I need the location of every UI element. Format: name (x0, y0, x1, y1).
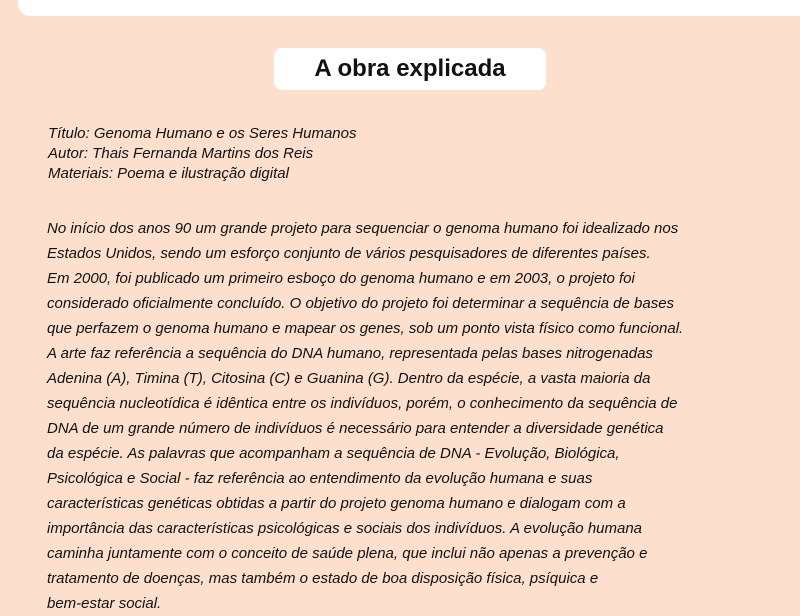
section-title: A obra explicada (314, 55, 506, 82)
paragraph-line: Adenina (A), Timina (T), Citosina (C) e Guanina (G). Dentro da espécie, a vasta maioria da (47, 370, 651, 387)
artwork-materials: Materiais: Poema e ilustração digital (48, 165, 289, 182)
artwork-author: Autor: Thais Fernanda Martins dos Reis (48, 145, 314, 162)
paragraph-line: bem-estar social. (47, 595, 162, 612)
paragraph-line: sequência nucleotídica é idêntica entre os indivíduos, porém, o conhecimento da sequência de (47, 395, 678, 412)
paragraph-line: que perfazem o genoma humano e mapear os genes, sob um ponto vista físico como funcional. (47, 320, 684, 337)
section-title-box (274, 48, 546, 90)
artwork-metadata (48, 124, 356, 184)
paragraph-line: caminha juntamente com o conceito de saúde plena, que inclui não apenas a prevenção e (47, 545, 648, 562)
paragraph-line: Em 2000, foi publicado um primeiro esboço do genoma humano e em 2003, o projeto foi (47, 270, 635, 287)
artwork-title: Título: Genoma Humano e os Seres Humanos (48, 125, 357, 142)
paragraph-line: DNA de um grande número de indivíduos é necessário para entender a diversidade genética (47, 420, 664, 437)
paragraph-line: tratamento de doenças, mas também o estado de boa disposição física, psíquica e (47, 570, 599, 587)
paragraph-line: considerado oficialmente concluído. O objetivo do projeto foi determinar a sequência de bases (47, 295, 675, 312)
explanation-paragraph (47, 216, 799, 616)
paragraph-line: características genéticas obtidas a partir do projeto genoma humano e dialogam com a (47, 495, 626, 512)
top-header-panel (18, 0, 800, 16)
paragraph-line: importância das características psicológicas e sociais dos indivíduos. A evolução humana (47, 520, 643, 537)
paragraph-line: Estados Unidos, sendo um esforço conjunto de vários pesquisadores de diferentes países. (47, 245, 651, 262)
paragraph-line: No início dos anos 90 um grande projeto para sequenciar o genoma humano foi idealizado nos (47, 220, 679, 237)
paragraph-line: A arte faz referência a sequência do DNA humano, representada pelas bases nitrogenadas (47, 345, 653, 362)
paragraph-line: da espécie. As palavras que acompanham a sequência de DNA - Evolução, Biológica, (47, 445, 620, 462)
paragraph-line: Psicológica e Social - faz referência ao entendimento da evolução humana e suas (47, 470, 593, 487)
